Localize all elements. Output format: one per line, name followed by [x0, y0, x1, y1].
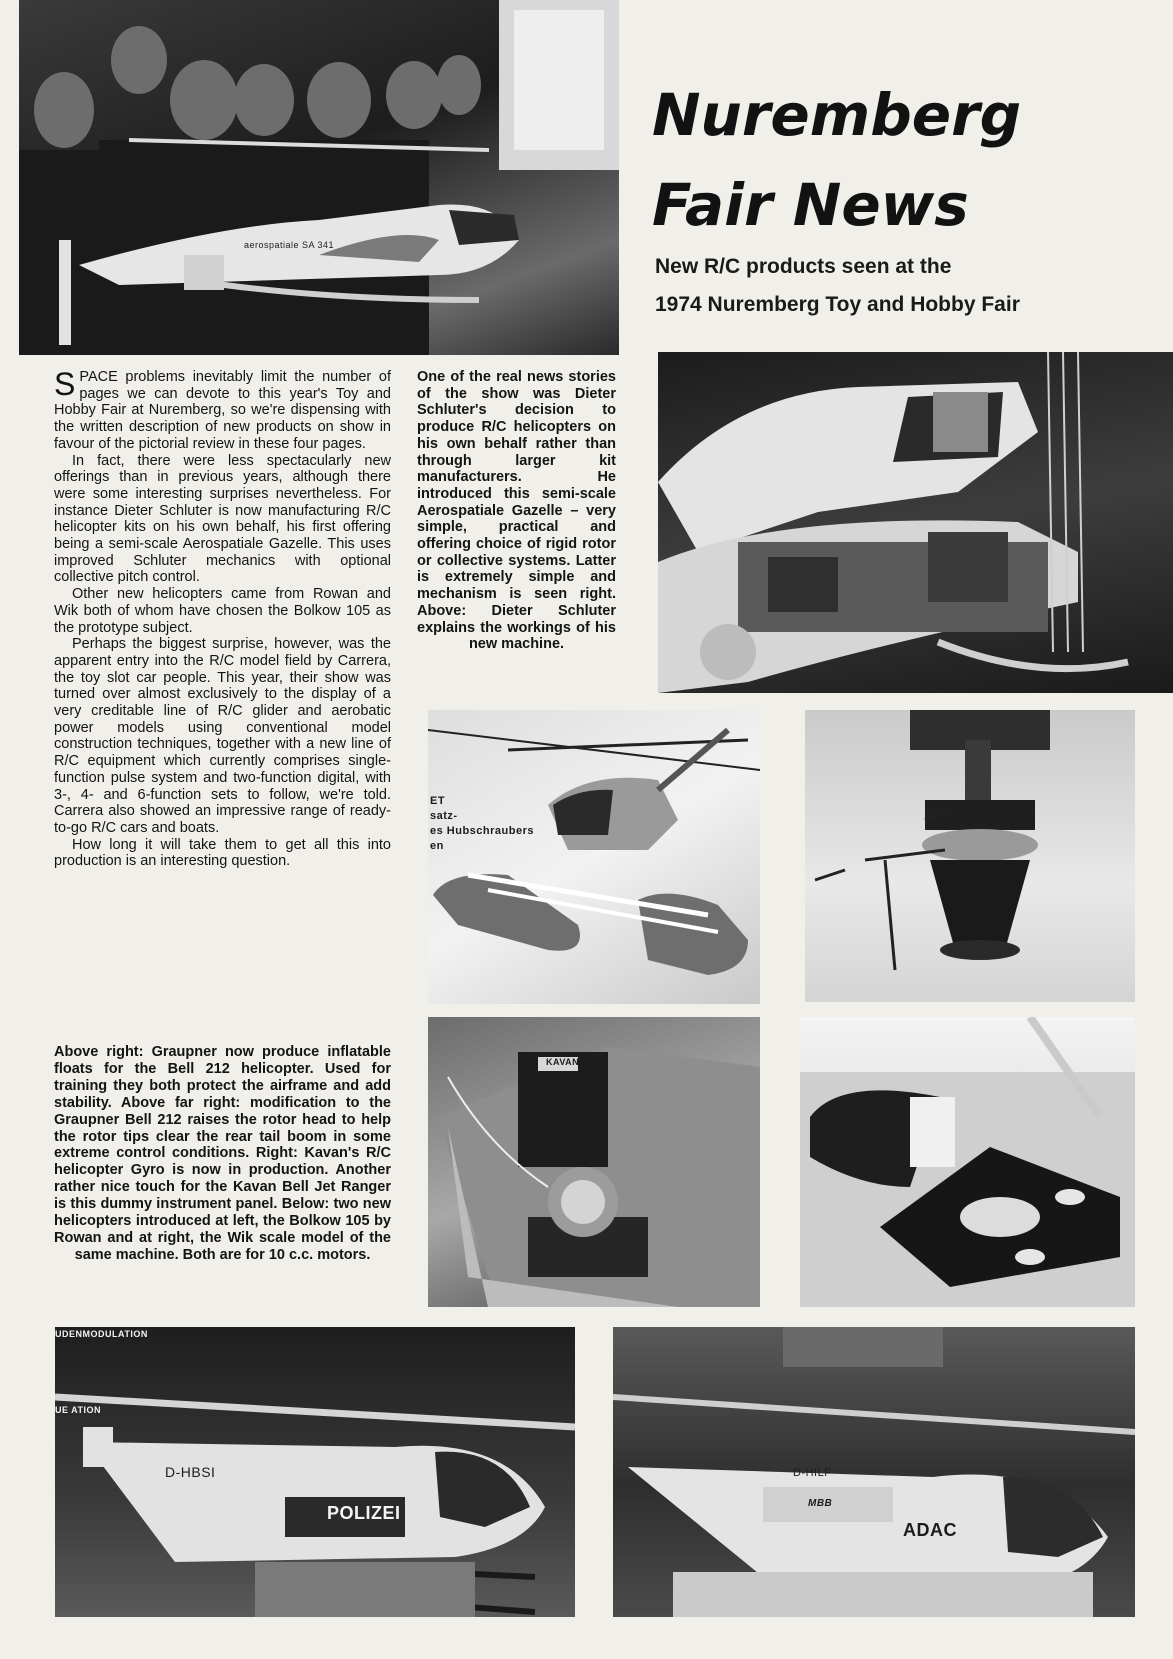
wik-livery: ADAC — [903, 1520, 957, 1540]
floats-sign-line-1: ET — [430, 795, 446, 807]
gazelle-brand-text: Schlüter — [349, 195, 394, 206]
rowan-sign-line-2: UE ATION — [55, 1405, 101, 1415]
wik-brand: MBB — [808, 1498, 833, 1509]
wik-bolkow-art — [613, 1327, 1135, 1617]
floats-sign-line-4: en — [430, 840, 444, 852]
title-line-2: Fair News — [652, 171, 969, 239]
page-subtitle — [655, 248, 1135, 324]
photo-bell-floats — [428, 710, 760, 1004]
gazelle-mechanism-art — [658, 352, 1173, 693]
rowan-bolkow-art — [55, 1327, 575, 1617]
floats-sign-line-2: satz- — [430, 810, 458, 822]
floats-sign-line-3: es Hubschraubers — [430, 825, 534, 837]
rotor-head-art — [805, 710, 1135, 1002]
body-column — [54, 366, 391, 870]
rowan-registration: D-HBSI — [165, 1464, 216, 1480]
photo-rowan-bolkow — [55, 1327, 575, 1617]
caption-schluter — [417, 369, 616, 653]
caption-main — [54, 1044, 391, 1264]
subtitle-line-1: New R/C products seen at the — [655, 255, 952, 278]
title-line-1: Nuremberg — [652, 81, 1022, 149]
photo-wik-bolkow — [613, 1327, 1135, 1617]
body-paragraph-1 — [54, 366, 391, 453]
photo-instrument-panel — [800, 1017, 1135, 1307]
photo-kavan-gyro — [428, 1017, 760, 1307]
wik-registration: D-HILF — [793, 1467, 832, 1479]
photo-gazelle-mechanism — [658, 352, 1173, 693]
caption-schluter-text: One of the real news stories of the show was Dieter Schluter's decision to produce R/C helicopters on his own behalf rather than through larger kit manufacturers. He introduced this semi-scale Aerospatiale Gazelle – very simple, practical and offering choice of rigid rotor or collective systems. Latter is extremely simple and mechanism is seen right. Above: Dieter Schluter explains the workings of his new machine. — [417, 369, 616, 653]
rowan-livery: POLIZEI — [327, 1503, 401, 1523]
instrument-panel-art — [800, 1017, 1135, 1307]
gazelle-label-text: aerospatiale SA 341 — [244, 240, 335, 250]
gyro-brand-text: KAVAN — [546, 1057, 580, 1067]
body-paragraph-4: Perhaps the biggest surprise, however, was the apparent entry into the R/C model field by Carrera, the toy slot car people. This year, their show was turned over almost exclusively to the display of a very creditable line of R/C glider and aerobatic power models using conventional model construction techniques, together with a new line of R/C equipment which currently comprises single-function pulse system and two-function digital, with 3-, 4- and 6-function sets to follow, we're told. Carrera also showed an impressive range of ready-to-go R/C cars and boats. — [54, 636, 391, 836]
caption-main-text: Above right: Graupner now produce inflatable floats for the Bell 212 helicopter. Used for training they both protect the airframe and add stability. Above far right: modification to the Graupner Bell 212 raises the rotor head to help the rotor tips clear the rear tail boom in some extreme control conditions. Right: Kavan's R/C helicopter Gyro is now in production. Another rather nice touch for the Kavan Bell Jet Ranger is this dummy instrument panel. Below: two new helicopters introduced at left, the Bolkow 105 by Rowan and at right, the Wik scale model of the same machine. Both are for 10 c.c. motors. — [54, 1044, 391, 1263]
group-photo-art — [19, 0, 619, 355]
floats-art — [428, 710, 760, 1004]
body-paragraph-5: How long it will take them to get all this into production is an interesting question. — [54, 836, 391, 870]
body-paragraph-3: Other new helicopters came from Rowan and Wik both of whom have chosen the Bolkow 105 as the prototype subject. — [54, 586, 391, 636]
page-title — [652, 70, 1152, 250]
body-paragraph-2: In fact, there were less spectacularly new offerings than in previous years, although there were some interesting surprises nevertheless. For instance Dieter Schluter is now manufacturing R/C helicopter kits on his own behalf, his first offering being a semi-scale Aerospatiale Gazelle. This uses improved Schluter mechanics with optional collective pitch control. — [54, 452, 391, 586]
gyro-art — [428, 1017, 760, 1307]
photo-schluter-group — [19, 0, 619, 355]
body-paragraph-1-text: PACE problems inevitably limit the number of pages we can devote to this year's Toy and Hobby Fair at Nuremberg, so we're dispensing with the written description of new products on show in favour of the pictorial review in these four pages. — [54, 369, 391, 452]
rowan-sign-line-1: UDENMODULATION — [55, 1329, 148, 1339]
photo-rotor-head — [805, 710, 1135, 1002]
subtitle-line-2: 1974 Nuremberg Toy and Hobby Fair — [655, 293, 1020, 316]
drop-cap: S — [54, 366, 76, 402]
